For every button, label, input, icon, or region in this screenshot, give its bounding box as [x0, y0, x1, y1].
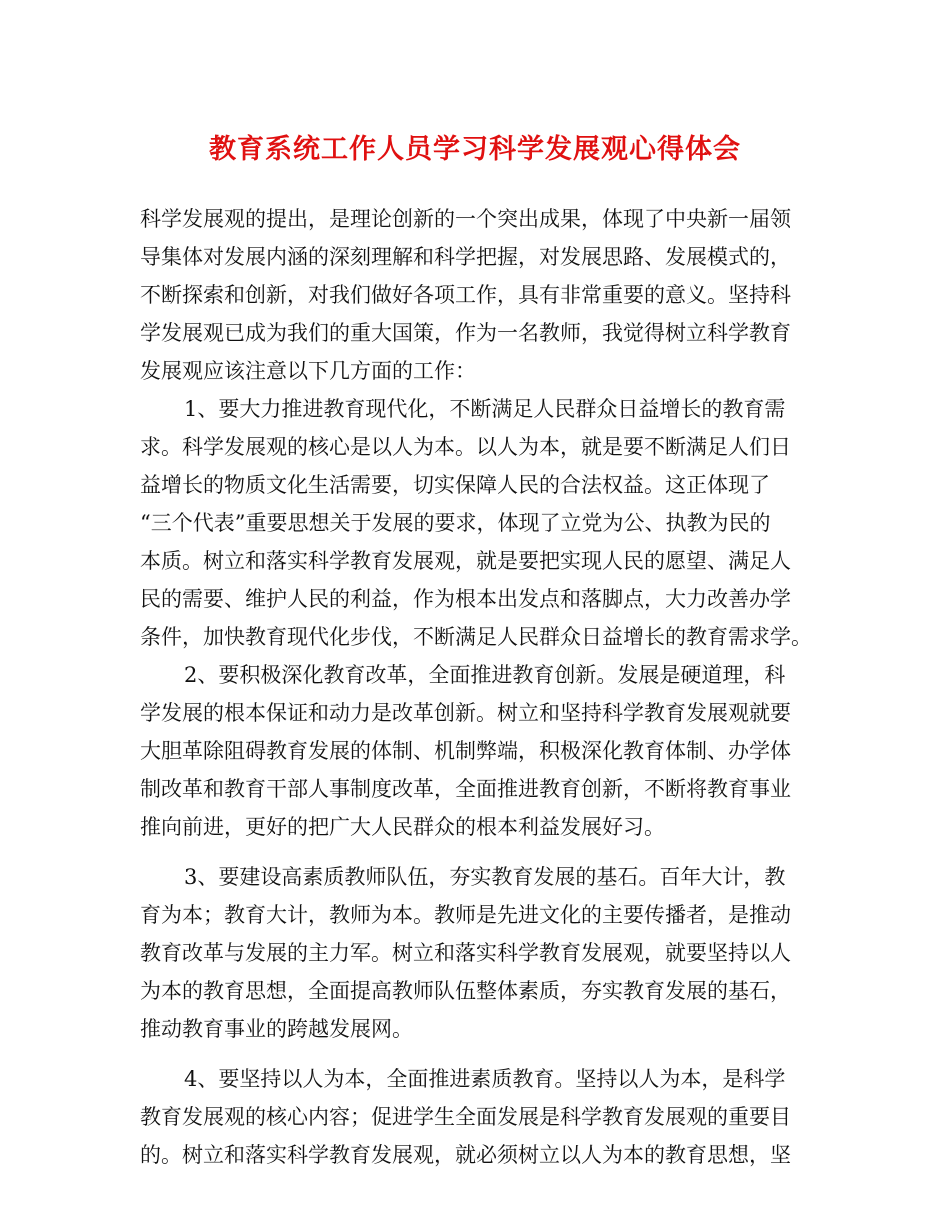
paragraph: [140, 200, 830, 390]
text-line: 育为本；教育大计，教师为本。教师是先进文化的主要传播者，是推动: [140, 903, 791, 927]
text-line: 民的需要、维护人民的利益，作为根本出发点和落脚点，大力改善办学: [140, 587, 791, 611]
paragraph: [140, 656, 830, 846]
paragraph: [140, 1060, 830, 1174]
text-line: 求。科学发展观的核心是以人为本。以人为本，就是要不断满足人们日: [140, 435, 791, 459]
paragraph-spacer: [140, 1048, 830, 1060]
text-line: 发展观应该注意以下几方面的工作：: [140, 359, 476, 383]
text-line: 推动教育事业的跨越发展网。: [140, 1017, 413, 1041]
text-line: 大胆革除阻碍教育发展的体制、机制弊端，积极深化教育体制、办学体: [140, 739, 791, 763]
text-line: 1、要大力推进教育现代化，不断满足人民群众日益增长的教育需: [184, 397, 786, 421]
document-title: 教育系统工作人员学习科学发展观心得体会: [209, 134, 741, 165]
text-line: 推向前进，更好的把广大人民群众的根本利益发展好习。: [140, 815, 665, 839]
text-line: 科学发展观的提出，是理论创新的一个突出成果，体现了中央新一届领: [140, 207, 791, 231]
text-line: 制改革和教育干部人事制度改革，全面推进教育创新，不断将教育事业: [140, 777, 791, 801]
text-line: 导集体对发展内涵的深刻理解和科学把握，对发展思路、发展模式的，: [140, 245, 791, 269]
paragraph: [140, 390, 830, 656]
text-line: 学发展观已成为我们的重大国策，作为一名教师，我觉得树立科学教育: [140, 321, 791, 345]
paragraph: [140, 858, 830, 1048]
text-line: 2、要积极深化教育改革，全面推进教育创新。发展是硬道理，科: [184, 663, 786, 687]
text-line: 本质。树立和落实科学教育发展观，就是要把实现人民的愿望、满足人: [140, 549, 791, 573]
text-line: 的。树立和落实科学教育发展观，就必须树立以人为本的教育思想，坚: [140, 1143, 791, 1167]
paragraph-spacer: [140, 846, 830, 858]
text-line: 条件，加快教育现代化步伐，不断满足人民群众日益增长的教育需求学。: [140, 625, 812, 649]
text-line: 不断探索和创新，对我们做好各项工作，具有非常重要的意义。坚持科: [140, 283, 791, 307]
text-line: 教育发展观的核心内容；促进学生全面发展是科学教育发展观的重要目: [140, 1105, 791, 1129]
text-line: 益增长的物质文化生活需要，切实保障人民的合法权益。这正体现了: [140, 473, 770, 497]
document-body: [140, 200, 830, 1174]
text-line: 3、要建设高素质教师队伍，夯实教育发展的基石。百年大计，教: [184, 865, 786, 889]
text-line: 教育改革与发展的主力军。树立和落实科学教育发展观，就要坚持以人: [140, 941, 791, 965]
text-line: 4、要坚持以人为本，全面推进素质教育。坚持以人为本，是科学: [184, 1067, 786, 1091]
text-line: “三个代表”重要思想关于发展的要求，体现了立党为公、执教为民的: [140, 511, 771, 535]
text-line: 为本的教育思想，全面提高教师队伍整体素质，夯实教育发展的基石，: [140, 979, 791, 1003]
text-line: 学发展的根本保证和动力是改革创新。树立和坚持科学教育发展观就要: [140, 701, 791, 725]
